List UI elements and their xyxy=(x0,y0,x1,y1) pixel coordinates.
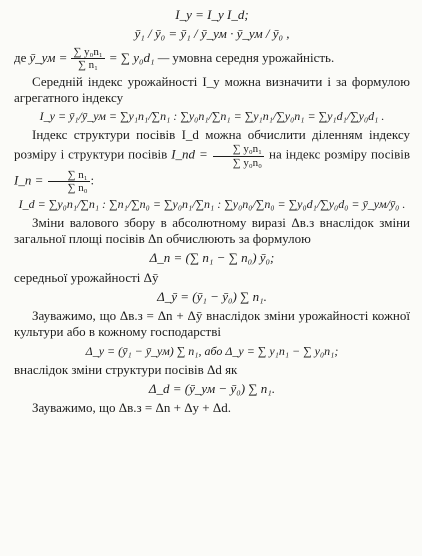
paragraph-structure-index: Індекс структури посівів I_d можна обчислити діленням індексу розміру і структури посівів I_nd = $\frac{\text{∑ y₀n₁}}{\text{∑ y₀n₀}}$ на індекс розміру посівів I_n = $\frac{\text{∑ n₁}}{\text{∑ n₀}}$ : xyxy=(14,127,410,194)
formula-area-change: Δ_n = (∑ n₁ − ∑ n₀) ȳ₀; xyxy=(149,250,275,266)
formula-conditional-mean: де ȳ_ум = $\frac{\text{∑ y₀n₁}}{\text{∑ n₁}}$ = ∑ y₀d₁ — умовна середня урожайність. xyxy=(14,45,335,71)
formula-aggregate-index: I_y = ȳ₁/ȳ_ум = ∑y₁n₁/∑n₁ : ∑y₀n₁/∑n₁ = ∑y₁n₁/∑y₀n₁ = ∑y₁d₁/∑y₀d₁ . xyxy=(39,109,385,124)
paragraph-note-2: Зауважимо, що Δв.з = Δn + Δy + Δd. xyxy=(32,400,231,416)
paragraph-mean-yield: середньої урожайності Δȳ xyxy=(14,269,159,285)
formula-ratio: ȳ₁ / ȳ₀ = ȳ₁ / ȳ_ум · ȳ_ум / ȳ₀ , xyxy=(134,26,290,42)
paragraph-note-1: Зауважимо, що Δв.з = Δn + Δȳ внаслідок зміни урожайності кожної культури або в кожному господарстві xyxy=(14,308,410,340)
paragraph-structure-change: внаслідок зміни структури посівів Δd як xyxy=(14,361,238,377)
paragraph-aggregate-index: Середній індекс урожайності I_y можна визначити і за формулою агрегатного індексу xyxy=(14,73,410,105)
formula-structure-change: Δ_d = (ȳ_ум − ȳ₀) ∑ n₁. xyxy=(148,380,276,396)
formula-mean-yield-change: Δ_ȳ = (ȳ₁ − ȳ₀) ∑ n₁. xyxy=(157,288,267,304)
paragraph-gross-yield-change: Зміни валового збору в абсолютному виразі Δв.з внаслідок зміни загальної площі посівів Δn обчислюють за формулою xyxy=(14,214,410,247)
formula-yield-change: Δ_y = (ȳ₁ − ȳ_ум) ∑ n₁, або Δ_y = ∑ y₁n₁ − ∑ y₀n₁; xyxy=(85,343,339,358)
formula-structure-index: I_d = ∑y₀n₁/∑n₁ : ∑n₁/∑n₀ = ∑y₀n₁/∑n₁ : ∑y₀n₀/∑n₀ = ∑y₀d₁/∑y₀d₀ = ȳ_ум/ȳ₀ . xyxy=(18,196,406,211)
formula-index-yield: I_y = I_y I_d; xyxy=(175,7,249,22)
